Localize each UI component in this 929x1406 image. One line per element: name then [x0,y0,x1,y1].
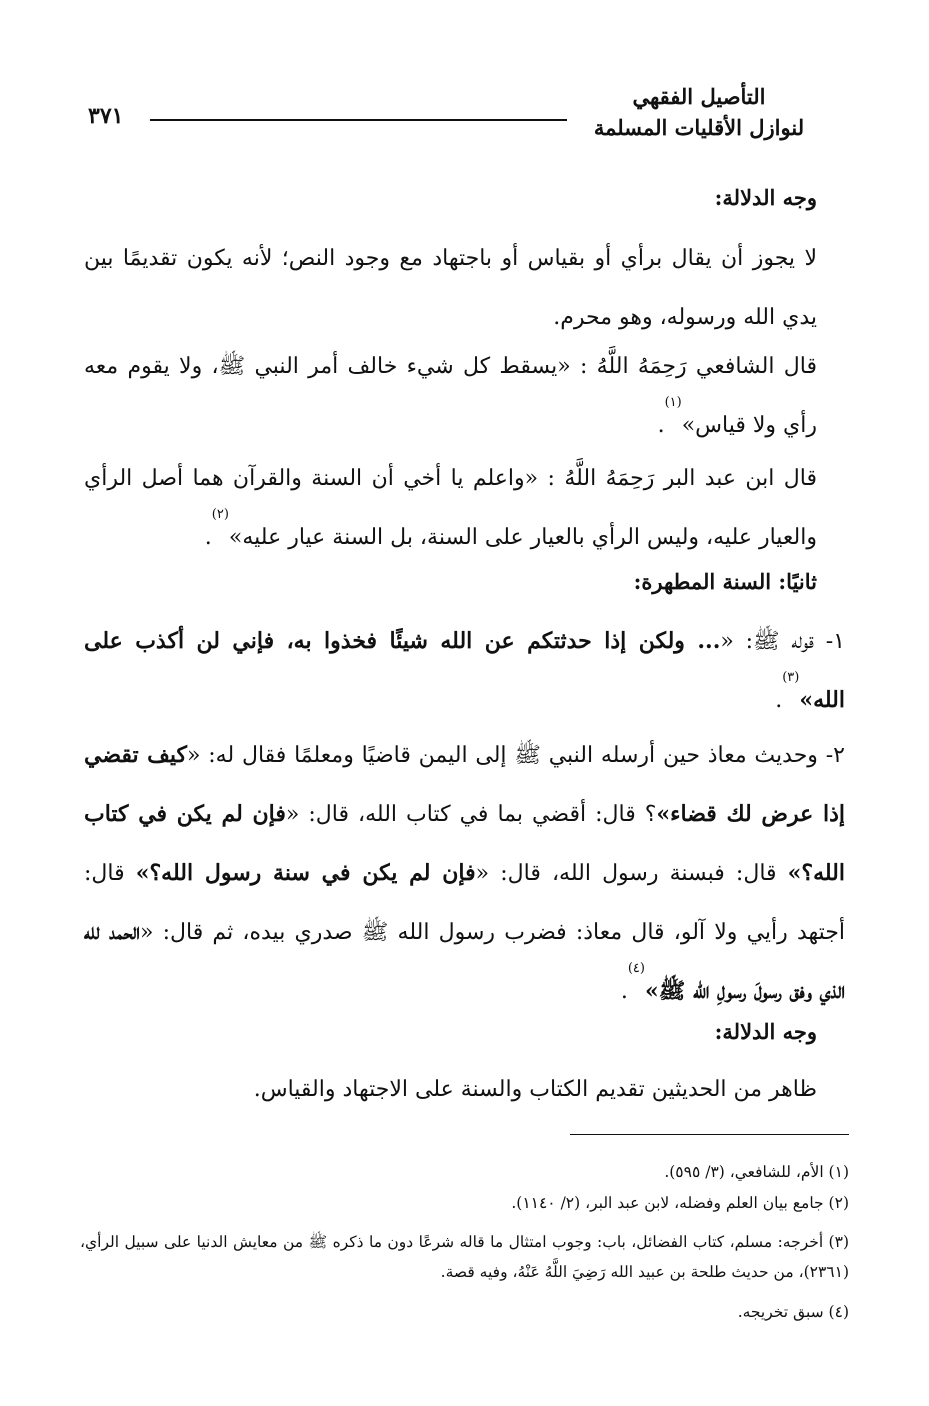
running-title-line2: لنوازل الأقليات المسلمة [593,115,805,140]
shafii-quote-text: قال الشافعي رَحِمَهُ اللَّهُ : «يسقط كل شيء خالف أمر النبي ﷺ، ولا يقوم معه رأي ولا قياس» [84,354,817,438]
section-heading-indication: وجه الدلالة: [714,185,817,210]
muadh-question-2: فإن لم يكن في كتاب الله؟» [84,801,845,886]
section-heading-sunnah: ثانيًا: السنة المطهرة: [633,569,817,594]
paragraph-ibn-abd-albarr-quote: قال ابن عبد البر رَحِمَهُ اللَّهُ : «واعلم يا أخي أن السنة والقرآن هما أصل الرأي والعيار عليه، وليس الرأي بالعيار على السنة، بل السنة عيار عليه»$^{(٢)}$. [84,466,817,550]
footnote-ref-2: (٢) [211,507,229,522]
footnote-ref-4: (٤) [627,961,645,976]
paragraph-no-opinion-with-text: لا يجوز أن يقال برأي أو بقياس أو باجتهاد مع وجود النص؛ لأنه يكون تقديمًا بين يدي الله ورسوله، وهو محرم. [84,246,817,330]
muadh-answer-3: قال: أجتهد رأيي ولا آلو، قال معاذ: فضرب رسول الله ﷺ صدري بيده، ثم قال: « [84,861,846,945]
footnote-separator [570,1134,849,1135]
muadh-praise: الحمد لله الذي وفق رسولَ رسولِ الله ﷺ» [84,919,845,1004]
list-item-hadith-muadh: ٢- وحديث معاذ حين أرسله النبي ﷺ إلى اليمن قاضيًا ومعلمًا فقال له: «كيف تقضي إذا عرض لك قضاء»؟ قال: أقضي بما في كتاب الله، قال: «فإن لم يكن في كتاب الله؟» قال: فبسنة رسول الله، قال: «فإن لم يكن في سنة رسول الله؟» قال: أجتهد رأيي ولا آلو، قال معاذ: فضرب رسول الله ﷺ صدري بيده، ثم قال: «الحمد لله الذي وفق رسولَ رسولِ الله ﷺ»$^{(٤)}$. [84,742,846,1004]
muadh-question-3: فإن لم يكن في سنة رسول الله؟» [135,860,476,886]
page-number: ٣٧١ [88,103,124,129]
paragraph-shafii-quote: قال الشافعي رَحِمَهُ اللَّهُ : «يسقط كل شيء خالف أمر النبي ﷺ، ولا يقوم معه رأي ولا قياس»$^{(١)}$. [84,354,817,438]
paragraph-conclusion: ظاهر من الحديثين تقديم الكتاب والسنة على الاجتهاد والقياس. [253,1077,817,1102]
header-rule [150,119,567,121]
muadh-question-1: كيف تقضي إذا عرض لك قضاء» [84,742,846,827]
muadh-prefix: ٢- وحديث معاذ حين أرسله النبي ﷺ إلى اليمن قاضيًا ومعلمًا فقال له: « [187,743,845,768]
ibn-abd-albarr-quote-text: قال ابن عبد البر رَحِمَهُ اللَّهُ : «واعلم يا أخي أن السنة والقرآن هما أصل الرأي والعيار عليه، وليس الرأي بالعيار على السنة، بل السنة عيار عليه» [84,466,817,550]
section-heading-indication-2: وجه الدلالة: [714,1019,817,1044]
hadith-1-prefix: ١- قوله ﷺ: « [720,629,845,654]
footnote-ref-1: (١) [664,395,682,410]
list-item-hadith-1: ١- قوله ﷺ: «... ولكن إذا حدثتكم عن الله شيئًا فخذوا به، فإني لن أكذب على الله»$^{(٣)}$. [84,628,845,713]
muadh-answer-1: ؟ قال: أقضي بما في كتاب الله، قال: « [285,802,657,827]
footnote-4: (٤) سبق تخريجه. [737,1303,849,1321]
footnote-3: (٣) أخرجه: مسلم، كتاب الفضائل، باب: وجوب امتثال ما قاله شرعًا دون ما ذكره ﷺ من معايش الدنيا على سبيل الرأي، (٢٣٦١)، من حديث طلحة بن عبيد الله رَضِيَ اللَّهُ عَنْهُ، وفيه قصة. [80,1233,849,1281]
hadith-1-text: ... ولكن إذا حدثتكم عن الله شيئًا فخذوا به، فإني لن أكذب على الله» [84,628,845,713]
muadh-answer-2: قال: فبسنة رسول الله، قال: « [475,861,788,886]
running-title-line1: التأصيل الفقهي [632,84,766,109]
footnote-1: (١) الأم، للشافعي، (٣/ ٥٩٥). [664,1163,849,1181]
footnote-ref-3: (٣) [782,670,800,685]
footnote-2: (٢) جامع بيان العلم وفضله، لابن عبد البر، (٢/ ١١٤٠). [511,1194,849,1212]
